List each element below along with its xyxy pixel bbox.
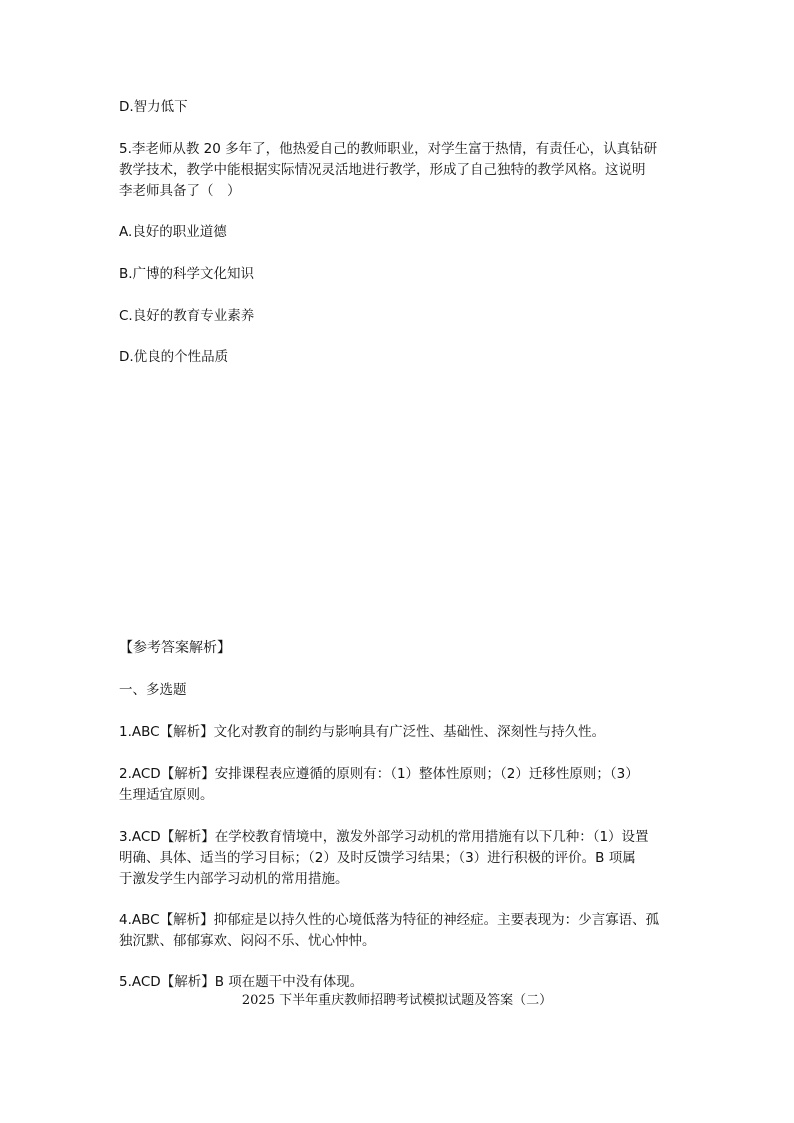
q5-option-d: D.优良的个性品质	[119, 349, 229, 365]
answer-4-line-2: 独沉默、郁郁寡欢、闷闷不乐、忧心忡忡。	[119, 933, 376, 949]
q5-stem-line-2: 教学技术，教学中能根据实际情况灵活地进行教学，形成了自己独特的教学风格。这说明	[119, 162, 646, 178]
answer-2-line-1: 2.ACD【解析】安排课程表应遵循的原则有：（1）整体性原则；（2）迁移性原则；（3）	[119, 766, 639, 782]
answer-4-line-1: 4.ABC【解析】抑郁症是以持久性的心境低落为特征的神经症。主要表现为：少言寡语、孤	[119, 912, 660, 928]
answer-3-line-2: 明确、具体、适当的学习目标；（2）及时反馈学习结果；（3）进行积极的评价。B 项属	[119, 850, 636, 866]
q5-option-a: A.良好的职业道德	[119, 224, 227, 240]
q5-stem-line-1: 5.李老师从教 20 多年了，他热爱自己的教师职业，对学生富于热情，有责任心，认真钻研	[119, 141, 658, 157]
answer-3-line-1: 3.ACD【解析】在学校教育情境中，激发外部学习动机的常用措施有以下几种：（1）设置	[119, 829, 649, 845]
q5-option-c: C.良好的教育专业素养	[119, 308, 255, 324]
q4-option-d: D.智力低下	[119, 99, 188, 115]
q5-option-b: B.广博的科学文化知识	[119, 266, 255, 282]
page-footer-title: 2025 下半年重庆教师招聘考试模拟试题及答案（二）	[241, 993, 553, 1008]
q5-stem-line-3: 李老师具备了（ ）	[119, 183, 241, 199]
answers-title: 【参考答案解析】	[119, 640, 231, 656]
answer-5-line-1: 5.ACD【解析】B 项在题干中没有体现。	[119, 974, 364, 990]
answers-section: 一、多选题	[119, 682, 187, 698]
answer-3-line-3: 于激发学生内部学习动机的常用措施。	[119, 871, 349, 887]
answer-1-line-1: 1.ABC【解析】文化对教育的制约与影响具有广泛性、基础性、深刻性与持久性。	[119, 724, 606, 740]
answer-2-line-2: 生理适宜原则。	[119, 787, 214, 803]
